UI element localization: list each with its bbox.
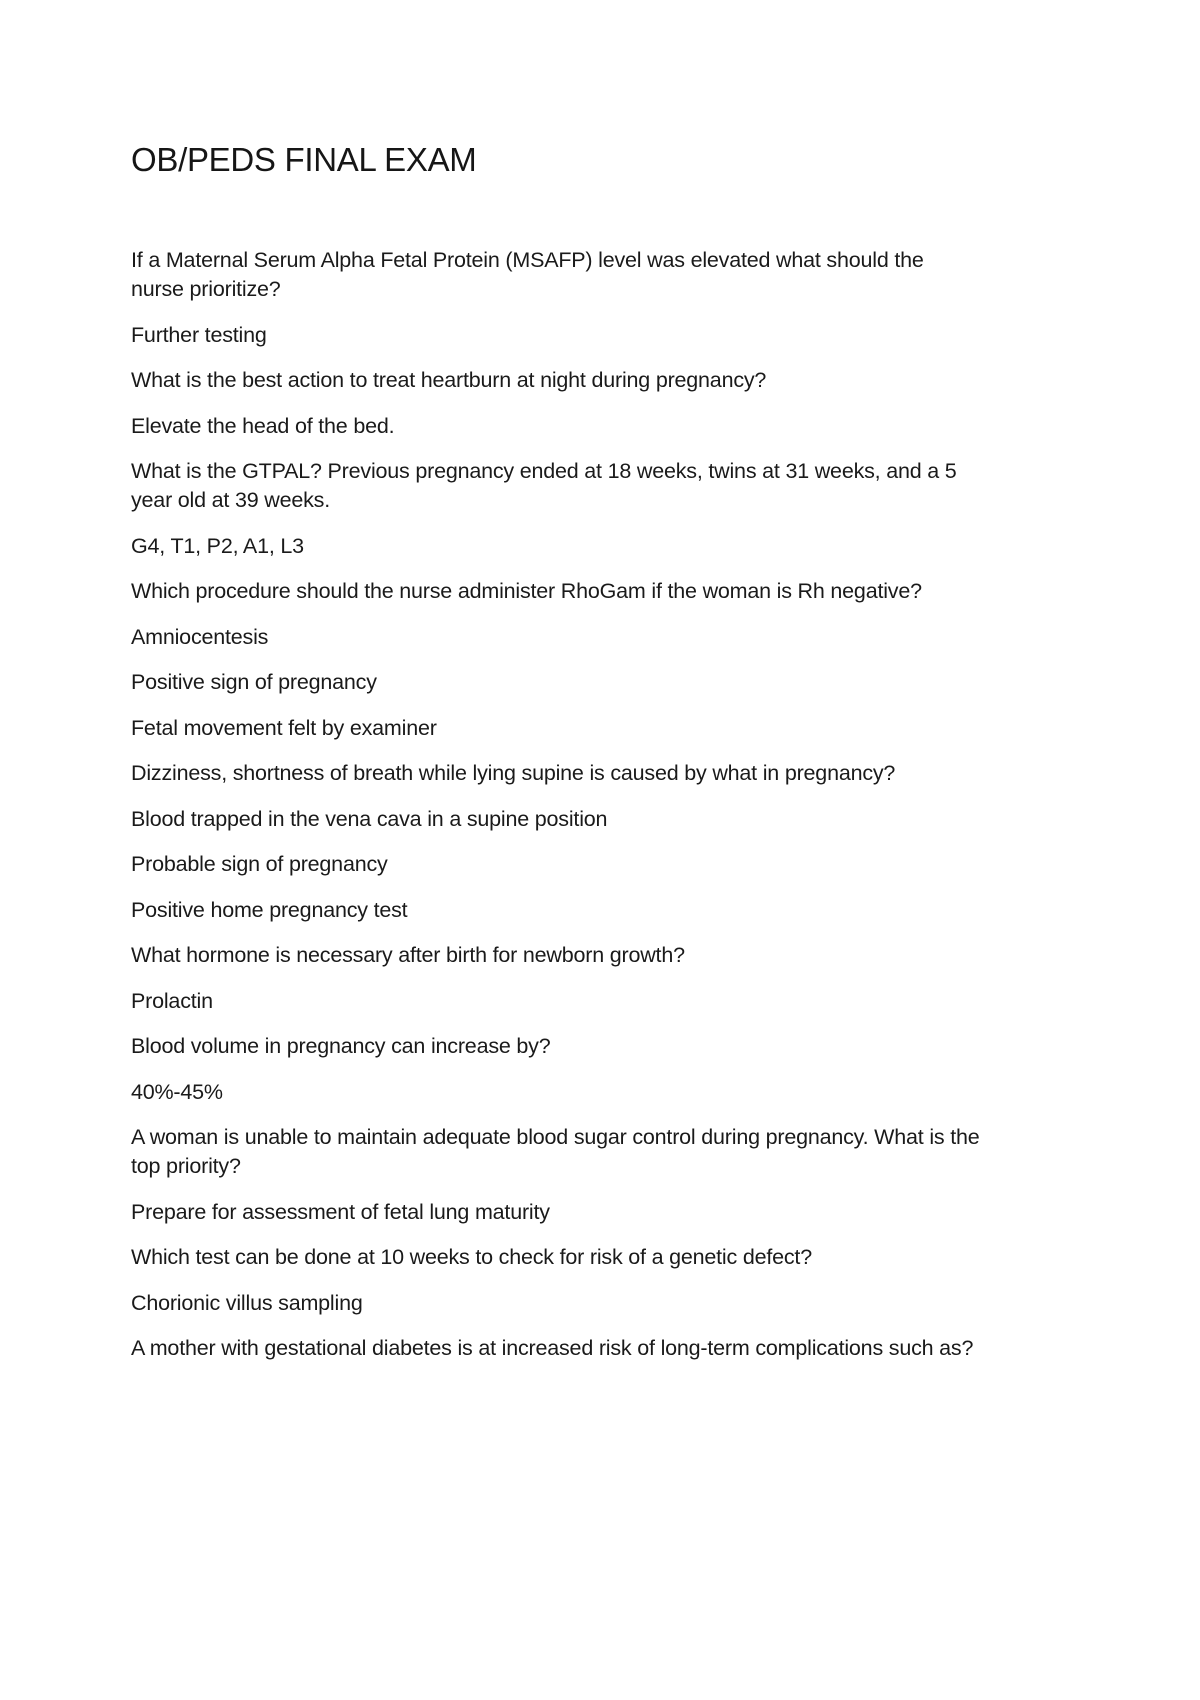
answer-line: Amniocentesis <box>131 624 269 649</box>
qa-list <box>131 246 981 1380</box>
question-line: What is the GTPAL? Previous pregnancy ended at 18 weeks, twins at 31 weeks, and a 5 year old at 39 weeks. <box>131 459 957 512</box>
answer-line: Positive home pregnancy test <box>131 897 408 922</box>
answer-line: 40%-45% <box>131 1079 223 1104</box>
answer-line: Elevate the head of the bed. <box>131 413 395 438</box>
question-line: What is the best action to treat heartburn at night during pregnancy? <box>131 368 767 392</box>
question-line: Which procedure should the nurse administer RhoGam if the woman is Rh negative? <box>131 579 922 603</box>
answer-line: G4, T1, P2, A1, L3 <box>131 533 304 558</box>
answer-line: Prepare for assessment of fetal lung maturity <box>131 1199 550 1224</box>
question-line: Positive sign of pregnancy <box>131 670 377 694</box>
answer-line: Chorionic villus sampling <box>131 1290 363 1315</box>
question-line: Blood volume in pregnancy can increase by? <box>131 1034 551 1058</box>
question-line: A mother with gestational diabetes is at increased risk of long-term complications such as? <box>131 1336 974 1360</box>
answer-line: Prolactin <box>131 988 213 1013</box>
question-line: If a Maternal Serum Alpha Fetal Protein (MSAFP) level was elevated what should the nurse prioritize? <box>131 248 924 301</box>
question-line: Which test can be done at 10 weeks to check for risk of a genetic defect? <box>131 1245 812 1269</box>
question-line: A woman is unable to maintain adequate blood sugar control during pregnancy. What is the top priority? <box>131 1125 980 1178</box>
question-line: Probable sign of pregnancy <box>131 852 388 876</box>
answer-line: Blood trapped in the vena cava in a supine position <box>131 806 608 831</box>
page-title: OB/PEDS FINAL EXAM <box>131 141 477 178</box>
answer-line: Fetal movement felt by examiner <box>131 715 437 740</box>
answer-line: Further testing <box>131 322 267 347</box>
question-line: Dizziness, shortness of breath while lying supine is caused by what in pregnancy? <box>131 761 896 785</box>
question-line: What hormone is necessary after birth for newborn growth? <box>131 943 685 967</box>
